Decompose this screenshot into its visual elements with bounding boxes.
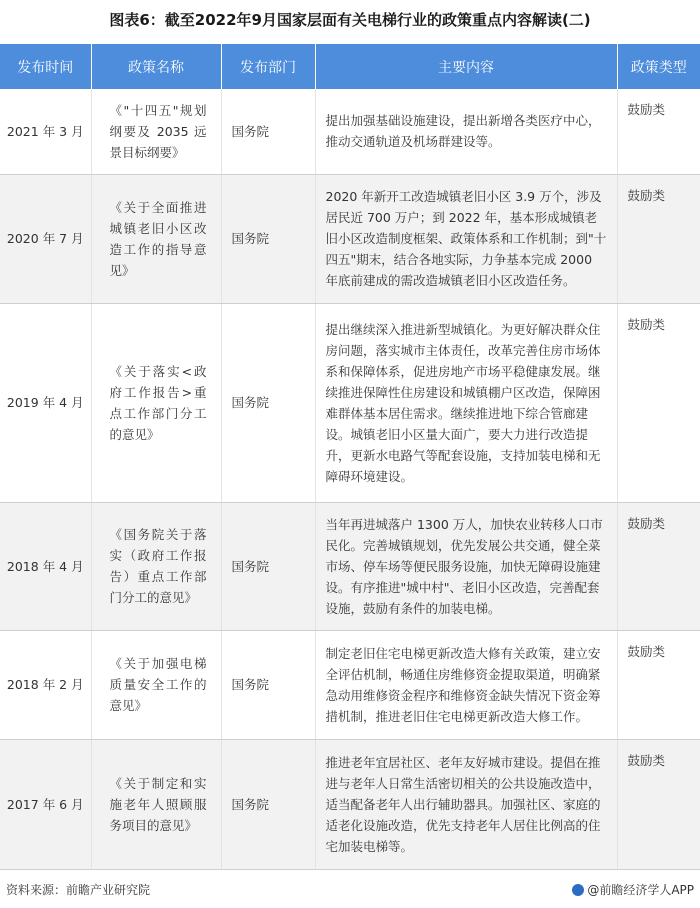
cell-content: 当年再进城落户 1300 万人，加快农业转移人口市民化。完善城镇规划，优先发展公共交通，健全菜市场、停车场等便民服务设施，加快无障碍设施建设。有序推进"城中村"、老旧小区改造，完善配套设施，鼓励有条件的加装电梯。 — [315, 502, 617, 630]
cell-policy-name: 《关于加强电梯质量安全工作的意见》 — [91, 630, 221, 739]
cell-department: 国务院 — [221, 630, 315, 739]
table-row — [0, 89, 700, 174]
header-date: 发布时间 — [0, 44, 91, 89]
cell-content: 推进老年宜居社区、老年友好城市建设。提倡在推进与老年人日常生活密切相关的公共设施改造中，适当配备老年人出行辅助器具。加强社区、家庭的适老化设施改造，优先支持老年人居住比例高的住宅加装电梯等。 — [315, 739, 617, 869]
cell-policy-name: 《关于制定和实施老年人照顾服务项目的意见》 — [91, 739, 221, 869]
cell-department: 国务院 — [221, 303, 315, 502]
app-credit — [572, 881, 694, 898]
cell-department: 国务院 — [221, 502, 315, 630]
table-row — [0, 739, 700, 869]
cell-content: 提出继续深入推进新型城镇化。为更好解决群众住房问题，落实城市主体责任，改革完善住房市场体系和保障体系，促进房地产市场平稳健康发展。继续推进保障性住房建设和城镇棚户区改造，保障困难群体基本居住需求。继续推进地下综合管廊建设。城镇老旧小区量大面广，要大力进行改造提升，更新水电路气等配套设施，支持加装电梯和无障碍环境建设。 — [315, 303, 617, 502]
cell-policy-type: 鼓励类 — [617, 739, 700, 869]
cell-department: 国务院 — [221, 739, 315, 869]
cell-department: 国务院 — [221, 89, 315, 174]
footer — [0, 878, 700, 900]
cell-date: 2020 年 7 月 — [0, 174, 91, 303]
cell-content: 制定老旧住宅电梯更新改造大修有关政策，建立安全评估机制，畅通住房维修资金提取渠道，明确紧急动用维修资金程序和维修资金缺失情况下资金筹措机制，推进老旧住宅电梯更新改造大修工作。 — [315, 630, 617, 739]
cell-date: 2018 年 4 月 — [0, 502, 91, 630]
cell-policy-name: 《国务院关于落实（政府工作报告）重点工作部门分工的意见》 — [91, 502, 221, 630]
header-department: 发布部门 — [221, 44, 315, 89]
cell-department: 国务院 — [221, 174, 315, 303]
cell-date: 2018 年 2 月 — [0, 630, 91, 739]
cell-date: 2019 年 4 月 — [0, 303, 91, 502]
page-title: 图表6：截至2022年9月国家层面有关电梯行业的政策重点内容解读(二) — [109, 11, 591, 29]
header-content: 主要内容 — [315, 44, 617, 89]
table-row — [0, 174, 700, 303]
cell-policy-type: 鼓励类 — [617, 303, 700, 502]
header-policy-name: 政策名称 — [91, 44, 221, 89]
cell-policy-name: 《关于全面推进城镇老旧小区改造工作的指导意见》 — [91, 174, 221, 303]
cell-policy-type: 鼓励类 — [617, 89, 700, 174]
table-row — [0, 630, 700, 739]
source-note: 资料来源：前瞻产业研究院 — [6, 883, 151, 897]
cell-date: 2021 年 3 月 — [0, 89, 91, 174]
policy-table — [0, 44, 700, 870]
cell-policy-type: 鼓励类 — [617, 502, 700, 630]
cell-policy-name: 《"十四五"规划纲要及 2035 远景目标纲要》 — [91, 89, 221, 174]
cell-content: 2020 年新开工改造城镇老旧小区 3.9 万个，涉及居民近 700 万户；到 2022 年，基本形成城镇老旧小区改造制度框架、政策体系和工作机制；到"十四五"期末，结合各地实际，力争基本完成 2000 年底前建成的需改造城镇老旧小区改造任务。 — [315, 174, 617, 303]
table-row — [0, 303, 700, 502]
cell-date: 2017 年 6 月 — [0, 739, 91, 869]
app-logo-icon — [572, 884, 584, 896]
cell-policy-type: 鼓励类 — [617, 174, 700, 303]
cell-policy-type: 鼓励类 — [617, 630, 700, 739]
table-header-row — [0, 44, 700, 89]
header-policy-type: 政策类型 — [617, 44, 700, 89]
cell-content: 提出加强基础设施建设，提出新增各类医疗中心，推动交通轨道及机场群建设等。 — [315, 89, 617, 174]
cell-policy-name: 《关于落实<政府工作报告>重点工作部门分工的意见》 — [91, 303, 221, 502]
app-credit-text: @前瞻经济学人APP — [587, 883, 694, 897]
table-row — [0, 502, 700, 630]
